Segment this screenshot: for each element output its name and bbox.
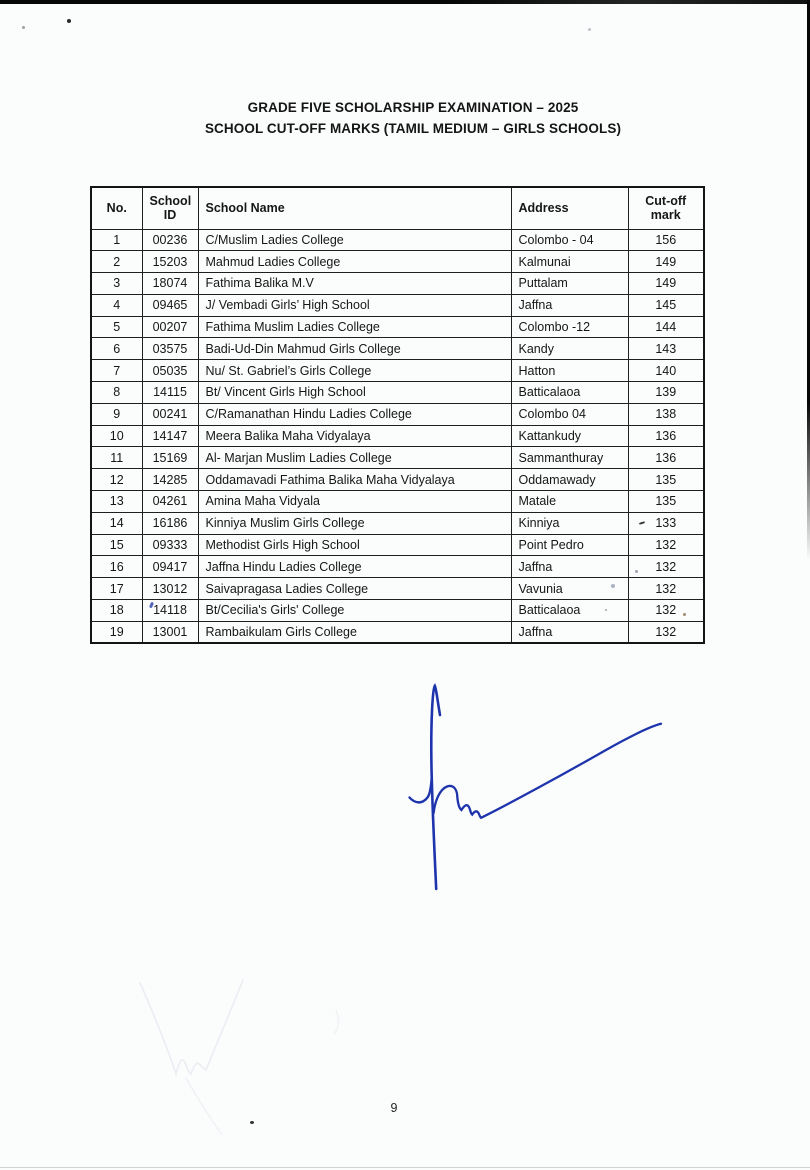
table-row [91, 600, 704, 622]
school-id-cell: 14115 [142, 382, 198, 404]
header-cutoff-mark: Cut-off mark [628, 187, 704, 229]
school-name-cell: Fathima Muslim Ladies College [198, 316, 511, 338]
row-number-cell: 4 [91, 294, 142, 316]
school-name-cell: J/ Vembadi Girls’ High School [198, 294, 511, 316]
address-cell: Vavunia [511, 578, 628, 600]
school-id-cell: 00241 [142, 403, 198, 425]
scan-speck [683, 613, 686, 616]
table-row [91, 360, 704, 382]
address-cell: Batticalaoa [511, 382, 628, 404]
school-id-cell: 15169 [142, 447, 198, 469]
signature-stroke-left-hook [410, 779, 432, 802]
ghost-stroke-zigzag [140, 980, 243, 1074]
cutoff-mark-cell: 135 [628, 469, 704, 491]
header-no: No. [91, 187, 142, 229]
address-cell: Puttalam [511, 273, 628, 295]
school-id-cell: 16186 [142, 512, 198, 534]
cutoff-marks-table [90, 186, 705, 644]
school-name-cell: Kinniya Muslim Girls College [198, 512, 511, 534]
scan-speck [588, 28, 591, 31]
table-row [91, 621, 704, 643]
school-name-cell: Saivapragasa Ladies College [198, 578, 511, 600]
table-row [91, 403, 704, 425]
row-number-cell: 7 [91, 360, 142, 382]
school-name-cell: C/Muslim Ladies College [198, 229, 511, 251]
cutoff-mark-cell: 149 [628, 273, 704, 295]
table-header [91, 187, 704, 229]
row-number-cell: 10 [91, 425, 142, 447]
address-cell: Point Pedro [511, 534, 628, 556]
school-id-cell: 18074 [142, 273, 198, 295]
cutoff-mark-cell: 133 [628, 512, 704, 534]
school-id-cell: 00236 [142, 229, 198, 251]
signature-stroke-loop-sweep [434, 724, 661, 818]
address-cell: Kalmunai [511, 251, 628, 273]
school-id-cell: 15203 [142, 251, 198, 273]
document-title [16, 97, 810, 139]
scan-speck [635, 570, 638, 573]
scan-speck [250, 1121, 254, 1124]
school-id-cell: 09333 [142, 534, 198, 556]
row-number-cell: 9 [91, 403, 142, 425]
scan-edge-top [0, 0, 810, 4]
school-id-cell: 13012 [142, 578, 198, 600]
address-cell: Colombo -12 [511, 316, 628, 338]
school-id-cell: 04261 [142, 491, 198, 513]
header-school-id: School ID [142, 187, 198, 229]
address-cell: Jaffna [511, 294, 628, 316]
row-number-cell: 16 [91, 556, 142, 578]
table-row [91, 251, 704, 273]
table-body [91, 229, 704, 643]
school-id-cell: 14147 [142, 425, 198, 447]
scan-speck [605, 609, 607, 611]
ghost-stroke-tail [186, 1078, 222, 1135]
table-row [91, 491, 704, 513]
school-id-cell: 00207 [142, 316, 198, 338]
address-cell: Colombo 04 [511, 403, 628, 425]
table-row [91, 382, 704, 404]
cutoff-mark-cell: 144 [628, 316, 704, 338]
table-row [91, 578, 704, 600]
school-name-cell: Badi-Ud-Din Mahmud Girls College [198, 338, 511, 360]
scan-speck [611, 584, 615, 588]
address-cell: Jaffna [511, 621, 628, 643]
cutoff-mark-cell: 143 [628, 338, 704, 360]
row-number-cell: 19 [91, 621, 142, 643]
address-cell: Hatton [511, 360, 628, 382]
row-number-cell: 18 [91, 600, 142, 622]
scan-speck [22, 26, 25, 29]
cutoff-mark-cell: 136 [628, 425, 704, 447]
header-address: Address [511, 187, 628, 229]
cutoff-mark-cell: 149 [628, 251, 704, 273]
row-number-cell: 11 [91, 447, 142, 469]
school-id-cell: 03575 [142, 338, 198, 360]
school-name-cell: Mahmud Ladies College [198, 251, 511, 273]
school-name-cell: Amina Maha Vidyala [198, 491, 511, 513]
school-id-cell: 09417 [142, 556, 198, 578]
school-name-cell: Methodist Girls High School [198, 534, 511, 556]
cutoff-mark-cell: 136 [628, 447, 704, 469]
address-cell: Colombo - 04 [511, 229, 628, 251]
school-id-cell: 09465 [142, 294, 198, 316]
cutoff-mark-cell: 138 [628, 403, 704, 425]
table-row [91, 338, 704, 360]
address-cell: Oddamawady [511, 469, 628, 491]
school-name-cell: Jaffna Hindu Ladies College [198, 556, 511, 578]
row-number-cell: 5 [91, 316, 142, 338]
scan-speck [67, 19, 71, 23]
row-number-cell: 8 [91, 382, 142, 404]
school-name-cell: Fathima Balika M.V [198, 273, 511, 295]
cutoff-mark-cell: 132 [628, 556, 704, 578]
row-number-cell: 14 [91, 512, 142, 534]
cutoff-mark-cell: 156 [628, 229, 704, 251]
handwritten-signature [390, 670, 680, 900]
address-cell: Sammanthuray [511, 447, 628, 469]
school-name-cell: Rambaikulam Girls College [198, 621, 511, 643]
document-title-line1: GRADE FIVE SCHOLARSHIP EXAMINATION – 2025 [247, 100, 579, 115]
table-row [91, 512, 704, 534]
address-cell: Matale [511, 491, 628, 513]
cutoff-mark-cell: 140 [628, 360, 704, 382]
cutoff-mark-cell: 139 [628, 382, 704, 404]
header-school-name: School Name [198, 187, 511, 229]
school-name-cell: Meera Balika Maha Vidyalaya [198, 425, 511, 447]
table-row [91, 447, 704, 469]
table-row [91, 229, 704, 251]
school-id-cell: 05035 [142, 360, 198, 382]
table-row [91, 534, 704, 556]
school-name-cell: Al- Marjan Muslim Ladies College [198, 447, 511, 469]
row-number-cell: 1 [91, 229, 142, 251]
school-name-cell: Oddamavadi Fathima Balika Maha Vidyalaya [198, 469, 511, 491]
row-number-cell: 13 [91, 491, 142, 513]
school-name-cell: Bt/ Vincent Girls High School [198, 382, 511, 404]
row-number-cell: 6 [91, 338, 142, 360]
school-name-cell: Nu/ St. Gabriel’s Girls College [198, 360, 511, 382]
table-row [91, 273, 704, 295]
cutoff-mark-cell: 132 [628, 534, 704, 556]
page-number: 9 [390, 1101, 398, 1115]
ink-showthrough-marks [100, 975, 360, 1135]
cutoff-mark-cell: 132 [628, 578, 704, 600]
cutoff-mark-cell: 135 [628, 491, 704, 513]
table-row [91, 556, 704, 578]
table-row [91, 316, 704, 338]
school-name-cell: C/Ramanathan Hindu Ladies College [198, 403, 511, 425]
table-row [91, 425, 704, 447]
table-row [91, 294, 704, 316]
document-title-line2: SCHOOL CUT-OFF MARKS (TAMIL MEDIUM – GIRLS SCHOOLS) [204, 121, 622, 136]
address-cell: Kattankudy [511, 425, 628, 447]
row-number-cell: 3 [91, 273, 142, 295]
address-cell: Kinniya [511, 512, 628, 534]
address-cell: Kandy [511, 338, 628, 360]
cutoff-mark-cell: 145 [628, 294, 704, 316]
address-cell: Jaffna [511, 556, 628, 578]
school-name-cell: Bt/Cecilia's Girls' College [198, 600, 511, 622]
school-id-cell: 14285 [142, 469, 198, 491]
address-cell: Batticalaoa [511, 600, 628, 622]
row-number-cell: 15 [91, 534, 142, 556]
row-number-cell: 2 [91, 251, 142, 273]
row-number-cell: 12 [91, 469, 142, 491]
school-id-cell: 13001 [142, 621, 198, 643]
cutoff-mark-cell: 132 [628, 600, 704, 622]
table-row [91, 469, 704, 491]
cutoff-mark-cell: 132 [628, 621, 704, 643]
row-number-cell: 17 [91, 578, 142, 600]
school-id-cell: 14118 [142, 600, 198, 622]
ghost-stroke-arc [334, 1010, 338, 1034]
table-header-row [91, 187, 704, 229]
signature-stroke-vertical [431, 686, 440, 889]
scan-edge-bottom [0, 1167, 810, 1168]
